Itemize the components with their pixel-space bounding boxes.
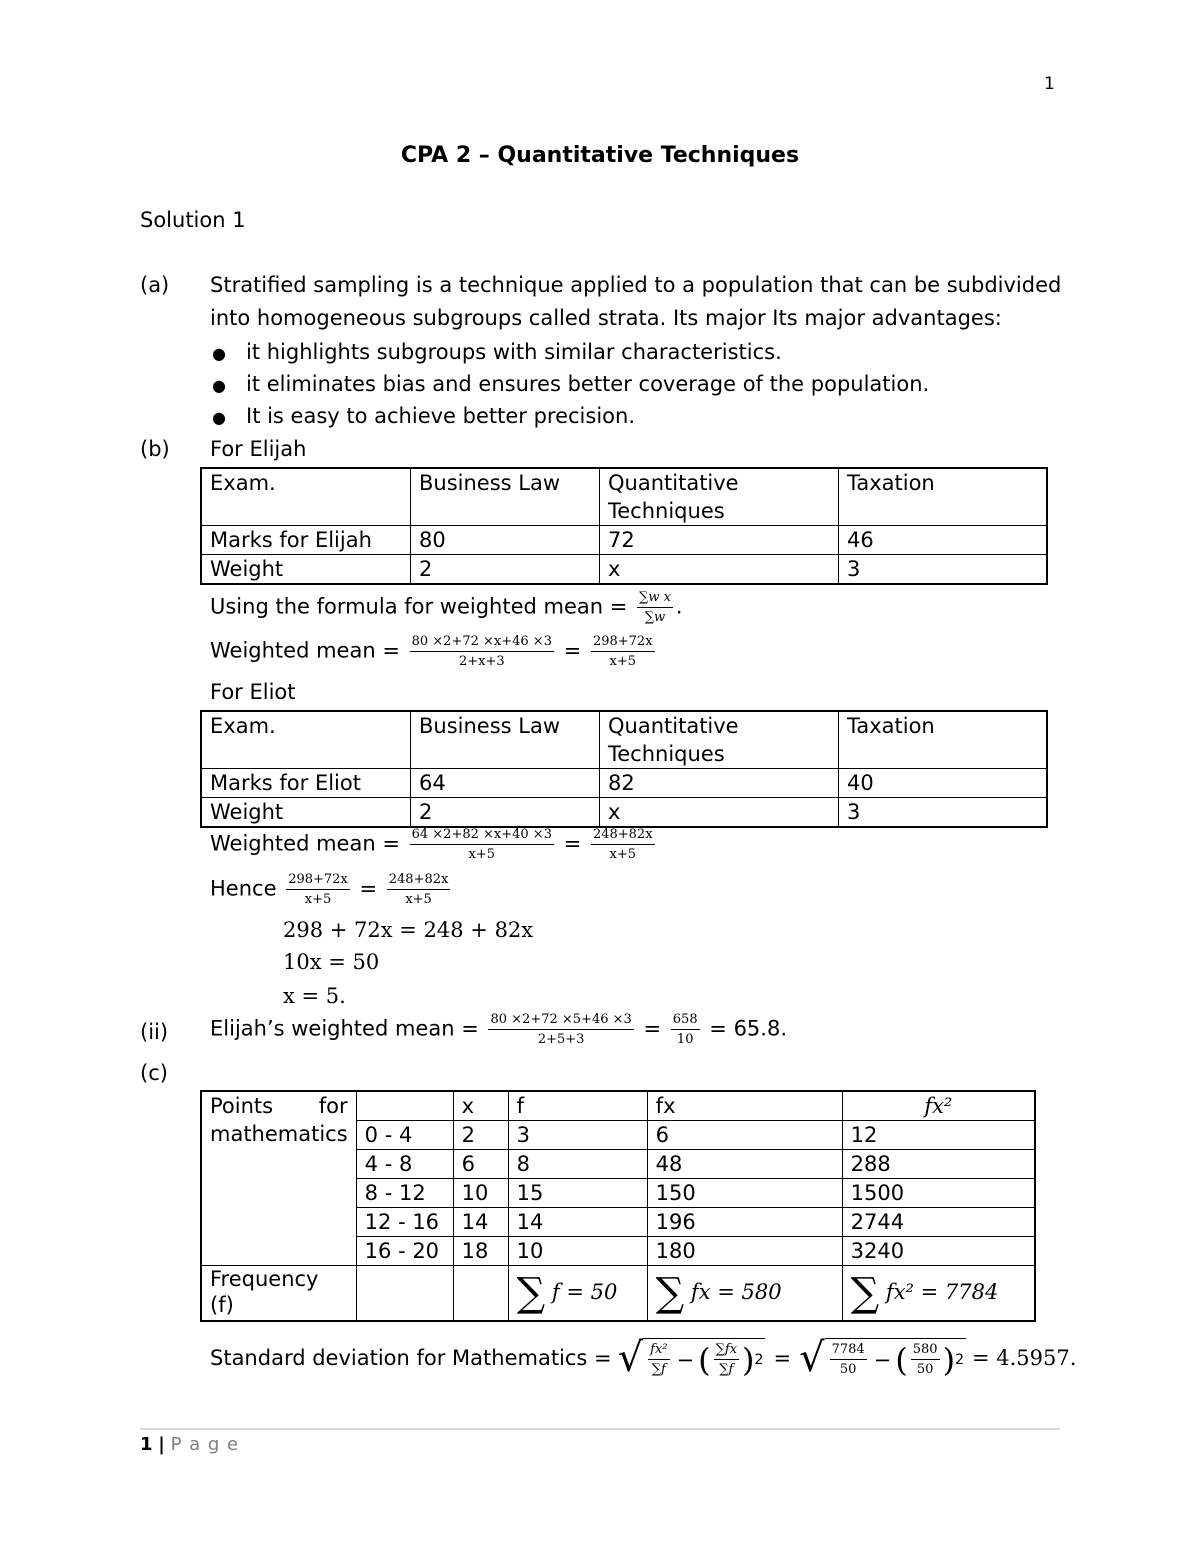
sum-fx2: fx² = 7784 [885,1280,999,1304]
table-cell: 12 [842,1121,1035,1150]
eliot-table [200,710,1048,828]
fraction-numerator: 80 ×2+72 ×x+46 ×3 [410,634,554,652]
fraction-denominator: x+5 [405,892,432,907]
footer-divider [140,1428,1060,1430]
table-cell: Business Law [411,468,600,526]
table-cell: Weight [201,798,411,828]
table-cell: Exam. [201,468,411,526]
sum-f: f = 50 [551,1280,618,1304]
sqrt-icon: √ [617,1335,644,1381]
table-cell: x [600,798,839,828]
sum-symbol: ∑ [655,1270,685,1316]
table-cell: 46 [839,526,1048,555]
sqrt-body: $\frac{7784}{50}$ − ( $\frac{580}{50}$ ) 2 [825,1338,966,1379]
equals-sign: = [773,1346,792,1370]
table-cell: 40 [839,769,1048,798]
part-ii-text: Elijah’s weighted mean = [210,1016,479,1041]
table-row [201,1266,1035,1322]
equals-sign: = [563,638,582,663]
table-cell: 3240 [842,1237,1035,1266]
equals-sign: = [563,831,582,856]
part-c-label: (c) [140,1061,168,1085]
bullet-item: it highlights subgroups with similar characteristics. [246,340,782,364]
fraction [591,827,655,862]
table-cell: 64 [411,769,600,798]
weighted-mean-label: Weighted mean = [210,638,400,663]
bullet-dot: ● [212,408,226,427]
fraction-denominator: x+5 [304,892,332,907]
fraction [830,1342,867,1377]
table-cell: Points for mathematics [201,1091,356,1266]
table-cell: Weight [201,555,411,585]
sum-f-cell [508,1266,647,1322]
elijah-heading: For Elijah [210,437,307,461]
table-cell: 80 [411,526,600,555]
table-cell: fx [647,1091,842,1121]
table-row [201,526,1047,555]
table-cell: 3 [508,1121,647,1150]
table-cell: 8 [508,1150,647,1179]
elijah-weighted-mean-result [210,1012,787,1047]
weighted-mean-formula [210,590,683,625]
formula-end: . [675,594,683,619]
table-row [201,555,1047,585]
table-cell: Business Law [411,711,600,769]
footer-separator: | [158,1434,165,1455]
fraction-denominator: 2+5+3 [537,1032,585,1047]
table-cell: 10 [508,1237,647,1266]
fraction-numerator: 658 [671,1012,700,1030]
table-cell: f [508,1091,647,1121]
part-b-label: (b) [140,437,170,461]
table-cell: Taxation [839,468,1048,526]
table-row [201,711,1047,769]
table-cell [356,1091,453,1121]
bullet-dot: ● [212,376,226,395]
weighted-mean-label: Weighted mean = [210,831,400,856]
fraction [671,1012,700,1047]
fraction [911,1342,940,1377]
fraction-denominator: 50 [916,1362,934,1377]
fraction [648,1342,669,1377]
part-a-line2: into homogeneous subgroups called strata. Its major Its major advantages: [210,306,1002,330]
table-cell: Taxation [839,711,1048,769]
table-row [201,769,1047,798]
table-cell: 6 [453,1150,508,1179]
fraction-numerator: 298+72x [286,872,350,890]
standard-deviation [210,1326,1076,1390]
equals-sign: = [643,1016,662,1041]
bullet-dot: ● [212,344,226,363]
table-cell: 48 [647,1150,842,1179]
fraction-denominator: x+5 [609,847,636,862]
table-cell: 2 [411,555,600,585]
table-cell: 72 [600,526,839,555]
table-cell: 16 - 20 [356,1237,453,1266]
table-cell [453,1266,508,1322]
table-cell: 3 [839,798,1048,828]
table-cell: 0 - 4 [356,1121,453,1150]
fraction [410,827,554,862]
bullet-item: It is easy to achieve better precision. [246,404,636,428]
fraction [387,872,451,907]
fraction-numerator: fx² [648,1342,669,1360]
elijah-weighted-mean [210,634,658,669]
sd-result: = 4.5957. [971,1346,1077,1370]
table-cell: x [600,555,839,585]
fraction-numerator: 64 ×2+82 ×x+40 ×3 [410,827,554,845]
fraction [591,634,655,669]
table-cell: 2 [411,798,600,828]
equation-line: 298 + 72x = 248 + 82x [283,918,534,942]
solution-heading: Solution 1 [140,208,246,232]
fraction [714,1342,739,1377]
table-cell: Quantitative Techniques [600,711,839,769]
part-ii-label: (ii) [140,1020,169,1044]
table-cell: 2 [453,1121,508,1150]
fraction-numerator: 248+82x [387,872,451,890]
part-a-label: (a) [140,273,170,297]
table-cell: 1500 [842,1179,1035,1208]
page-title: CPA 2 – Quantitative Techniques [400,143,800,168]
table-cell: 18 [453,1237,508,1266]
table-row [201,798,1047,828]
fraction-denominator: 2+x+3 [458,654,505,669]
table-cell: 82 [600,769,839,798]
fraction-numerator: 298+72x [591,634,655,652]
page-number-top: 1 [1044,74,1055,94]
equation-line: 10x = 50 [283,950,380,974]
table-cell: Exam. [201,711,411,769]
table-cell: 14 [453,1208,508,1237]
fraction-denominator: ∑f [719,1362,734,1377]
footer-page-number: 1 [140,1434,153,1455]
table-cell: 2744 [842,1208,1035,1237]
fraction-numerator: ∑fx [714,1342,739,1360]
table-cell: 180 [647,1237,842,1266]
table-cell: 10 [453,1179,508,1208]
fraction [286,872,350,907]
fraction-numerator: 80 ×2+72 ×5+46 ×3 [488,1012,633,1030]
fraction-denominator: ∑f [651,1362,666,1377]
elijah-table [200,467,1048,585]
table-cell: 6 [647,1121,842,1150]
fraction [410,634,554,669]
table-cell: Marks for Elijah [201,526,411,555]
formula-intro: Using the formula for weighted mean = [210,594,628,619]
sum-fx-cell [647,1266,842,1322]
table-cell: 15 [508,1179,647,1208]
table-cell [356,1266,453,1322]
eliot-heading: For Eliot [210,680,296,704]
sqrt-body: $\frac{\text{fx²}}{\sum f}$ − ( $\frac{\sum fx}{\sum f}$ ) 2 [643,1338,765,1379]
table-cell: x [453,1091,508,1121]
fraction-denominator: x+5 [468,847,496,862]
sum-symbol: ∑ [850,1270,880,1316]
fraction-numerator: 7784 [830,1342,867,1360]
table-cell: 288 [842,1150,1035,1179]
formula-fraction [637,590,673,625]
fraction [488,1012,633,1047]
sum-symbol: ∑ [516,1270,546,1316]
fraction-denominator: 10 [676,1032,694,1047]
sqrt-icon: √ [799,1335,825,1381]
result-value: = 65.8. [709,1016,788,1041]
equals-sign: = [359,876,378,901]
equation-line: x = 5. [283,984,346,1008]
fraction-numerator: 248+82x [591,827,655,845]
table-cell: 4 - 8 [356,1150,453,1179]
table-cell: 196 [647,1208,842,1237]
part-a-line1: Stratified sampling is a technique applied to a population that can be subdivided [210,273,1062,297]
footer [140,1434,239,1455]
eliot-weighted-mean [210,827,658,862]
table-cell: Marks for Eliot [201,769,411,798]
table-cell: 150 [647,1179,842,1208]
fraction-numerator: 580 [911,1342,940,1360]
footer-page-word: P a g e [170,1434,240,1455]
table-row [201,1091,1035,1121]
hence-label: Hence [210,876,277,901]
bullet-item: it eliminates bias and ensures better coverage of the population. [246,372,930,396]
fraction-denominator: 50 [839,1362,857,1377]
fraction-denominator: x+5 [609,654,636,669]
table-cell: Frequency (f) [201,1266,356,1322]
table-cell: 12 - 16 [356,1208,453,1237]
table-cell: 8 - 12 [356,1179,453,1208]
fraction-denominator: ∑w [644,610,666,625]
table-row [201,468,1047,526]
table-cell: 3 [839,555,1048,585]
sum-fx2-cell [842,1266,1035,1322]
sd-label: Standard deviation for Mathematics = [210,1346,612,1370]
sum-fx: fx = 580 [690,1280,782,1304]
fraction-numerator: ∑w x [637,590,673,608]
table-cell: Quantitative Techniques [600,468,839,526]
hence-equation [210,872,453,907]
frequency-table [200,1090,1036,1322]
table-cell: fx² [842,1091,1035,1121]
table-cell: 14 [508,1208,647,1237]
